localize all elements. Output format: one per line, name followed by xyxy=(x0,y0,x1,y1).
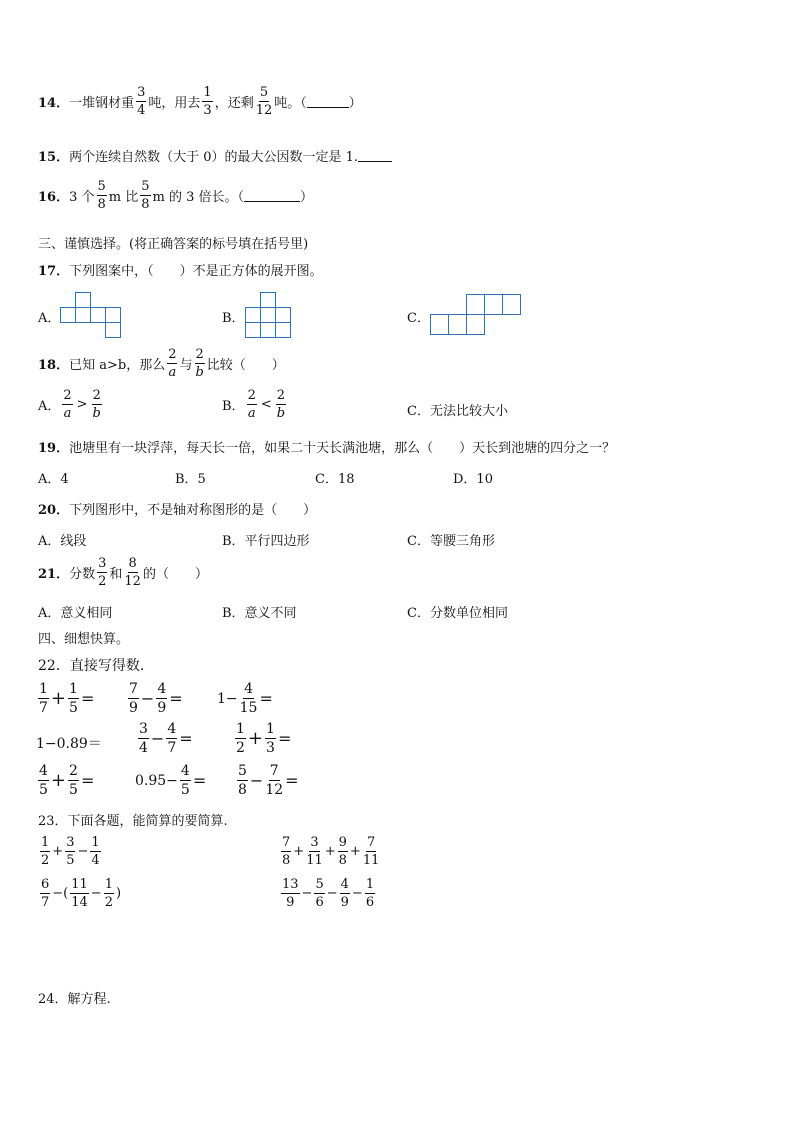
option-c-label: C． xyxy=(407,311,430,326)
question-14: 14． 一堆钢材重 $\frac{3}{4}$ 吨，用去 $\frac{1}{3}$ ，还剩 $\frac{5}{12}$ 吨。（ ） xyxy=(38,85,362,118)
question-18: 18． 已知 a>b，那么 $\frac{2}{a}$ 与 $\frac{2}{b}$ 比较（ ） xyxy=(38,347,285,380)
fraction: $\frac{5}{8}$ xyxy=(141,179,150,212)
q19-option-b[interactable]: B．5 xyxy=(175,472,206,487)
question-23-title: 23．下面各题，能简算的要简算. xyxy=(38,814,228,829)
q22-row-1-c: 1− $\frac{4}{15}$ = xyxy=(217,681,273,716)
answer-blank[interactable] xyxy=(244,189,300,202)
cube-net-a[interactable] xyxy=(60,292,124,338)
q19-option-a[interactable]: A．4 xyxy=(38,472,69,487)
q22-row-3-a: $\frac{4}{5}$ + $\frac{2}{5}$ = xyxy=(39,763,95,798)
q22-row-2-b: $\frac{3}{4}$ − $\frac{4}{7}$ = xyxy=(139,721,193,756)
fraction: $\frac{3}{4}$ xyxy=(137,85,146,118)
question-20: 20．下列图形中，不是轴对称图形的是（ ） xyxy=(38,503,317,518)
q21-option-b[interactable]: B．意义不同 xyxy=(222,606,297,621)
question-17: 17．下列图案中，（ ）不是正方体的展开图。 xyxy=(38,264,323,279)
option-a-label: A． xyxy=(38,311,61,326)
section-3-heading: 三、谨慎选择。(将正确答案的标号填在括号里) xyxy=(38,237,309,252)
question-16: 16． 3 个 $\frac{5}{8}$ m 比 $\frac{5}{8}$ m 的 3 倍长。（ ） xyxy=(38,179,314,212)
q22-row-1: $\frac{1}{7}$ + $\frac{1}{5}$ = xyxy=(39,681,95,716)
q21-option-c[interactable]: C．分数单位相同 xyxy=(407,606,508,621)
section-4-heading: 四、细想快算。 xyxy=(38,632,130,647)
q23-expr-2: $\frac{7}{8}$ + $\frac{3}{11}$ + $\frac{9}{8}$ + $\frac{7}{11}$ xyxy=(282,835,380,868)
q22-row-2-a: 1−0.89＝ xyxy=(36,736,102,752)
q22-row-2-c: $\frac{1}{2}$ + $\frac{1}{3}$ = xyxy=(236,721,292,756)
q23-expr-3: $\frac{6}{7}$ −( $\frac{11}{14}$ − $\frac{1}{2}$ ) xyxy=(41,877,122,910)
q18-option-c[interactable]: C．无法比较大小 xyxy=(407,404,508,419)
answer-blank[interactable] xyxy=(307,95,349,108)
fraction: $\frac{1}{3}$ xyxy=(203,85,212,118)
cube-net-c[interactable] xyxy=(430,294,524,338)
q19-option-c[interactable]: C．18 xyxy=(315,472,355,487)
q23-expr-4: $\frac{13}{9}$ − $\frac{5}{6}$ − $\frac{4}{9}$ − $\frac{1}{6}$ xyxy=(282,877,375,910)
q19-option-d[interactable]: D．10 xyxy=(453,472,493,487)
cube-net-b[interactable] xyxy=(245,292,293,338)
fraction: $\frac{5}{8}$ xyxy=(97,179,106,212)
q20-option-a[interactable]: A．线段 xyxy=(38,534,87,549)
question-19: 19．池塘里有一块浮萍，每天长一倍，如果二十天长满池塘，那么（ ）天长到池塘的四分之一？ xyxy=(38,441,616,456)
fraction: $\frac{5}{12}$ xyxy=(255,85,273,118)
q22-row-3-b: 0.95− $\frac{4}{5}$ = xyxy=(135,763,207,798)
q18-option-b[interactable]: B． $\frac{2}{a}$ < $\frac{2}{b}$ xyxy=(222,388,286,421)
q23-expr-1: $\frac{1}{2}$ + $\frac{3}{5}$ − $\frac{1}{4}$ xyxy=(41,835,100,868)
question-15: 15． 两个连续自然数（大于 0）的最大公因数一定是 1. xyxy=(38,146,392,165)
q20-option-b[interactable]: B．平行四边形 xyxy=(222,534,310,549)
q22-row-3-c: $\frac{5}{8}$ − $\frac{7}{12}$ = xyxy=(238,763,299,798)
fraction: $\frac{2}{a}$ xyxy=(168,347,177,380)
question-21: 21． 分数 $\frac{3}{2}$ 和 $\frac{8}{12}$ 的（ ） xyxy=(38,556,208,589)
q20-option-c[interactable]: C．等腰三角形 xyxy=(407,534,495,549)
q18-option-a[interactable]: A． $\frac{2}{a}$ > $\frac{2}{b}$ xyxy=(38,388,101,421)
q21-option-a[interactable]: A．意义相同 xyxy=(38,606,113,621)
fraction: $\frac{2}{b}$ xyxy=(195,347,204,380)
question-22-title: 22．直接写得数. xyxy=(38,658,145,674)
answer-blank[interactable] xyxy=(358,149,392,162)
q22-row-1-b: $\frac{7}{9}$ − $\frac{4}{9}$ = xyxy=(129,681,183,716)
option-b-label: B． xyxy=(222,311,245,326)
question-24-title: 24．解方程. xyxy=(38,992,111,1007)
